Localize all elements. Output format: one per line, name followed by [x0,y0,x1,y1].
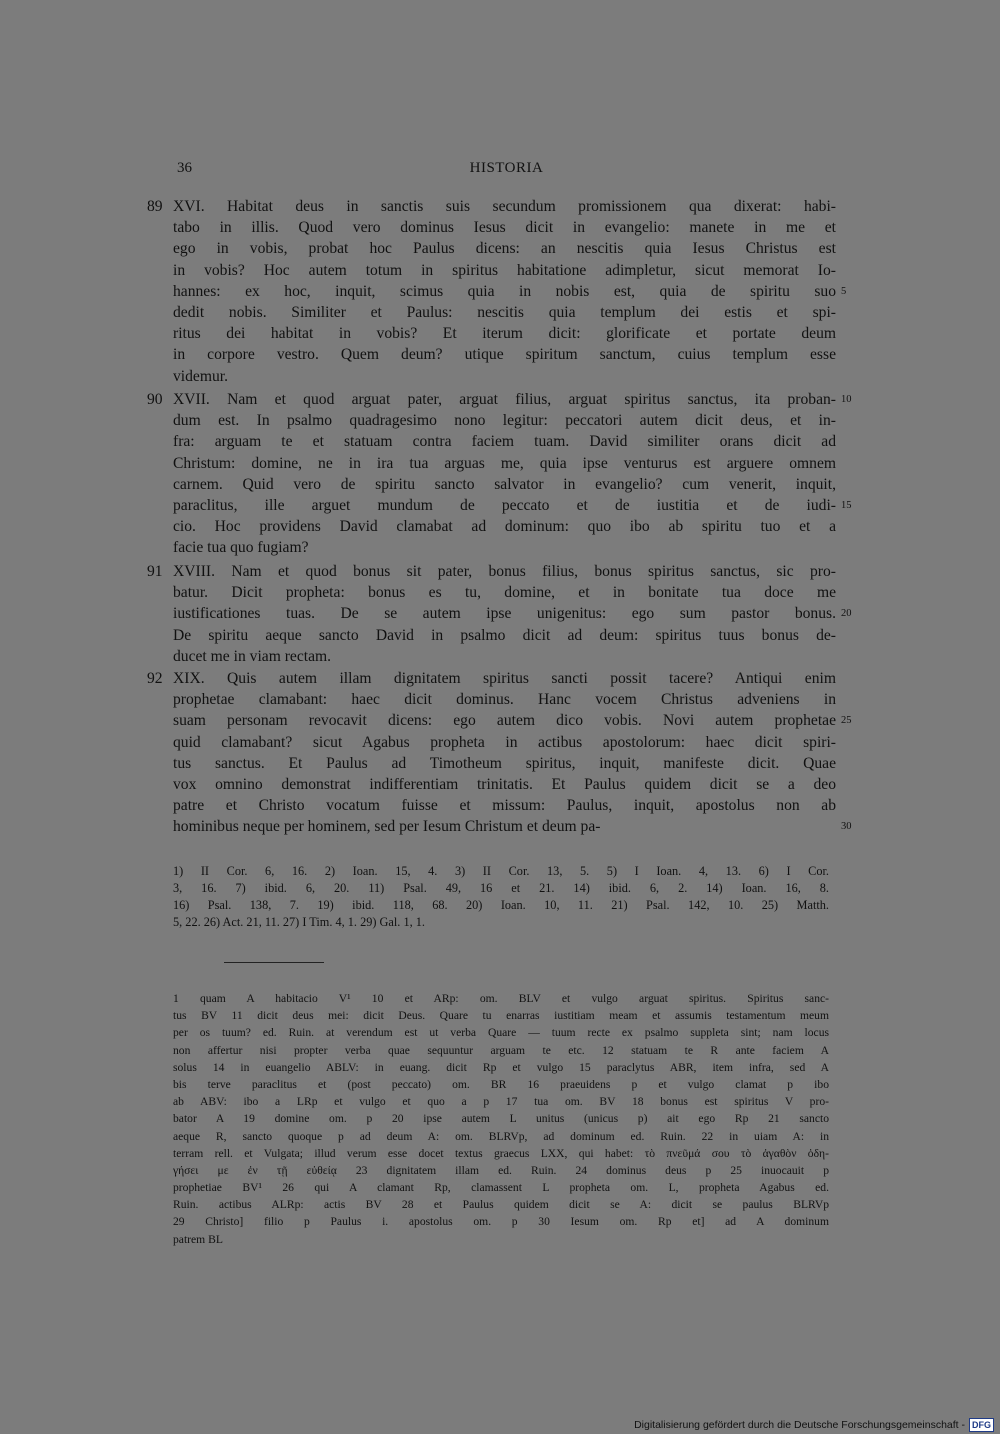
apparatus-line: γήσει με ἐν τῇ εὐθείᾳ 23 dignitatem illam ed. Ruin. 24 dominus deus p 25 inuocauit p [173,1163,829,1177]
text-line: tabo in illis. Quod vero dominus Iesus dicit in evangelio: manete in me et [173,219,836,237]
footer-text: Digitalisierung gefördert durch die Deutsche Forschungsgemeinschaft - [634,1419,965,1431]
text-line: XVII. Nam et quod arguat pater, arguat filius, arguat spiritus sanctus, ita proban- [173,391,836,408]
paragraph [147,196,847,387]
text-line: tus sanctus. Et Paulus ad Timotheum spiritus, inquit, manifeste dicit. Quae [173,754,836,772]
paragraph [147,668,852,838]
line-number: 25 [841,715,852,727]
text-line: dedit nobis. Similiter et Paulus: nescitis quia templum dei estis et spi- [173,303,836,321]
paragraph-number: 92 [147,670,163,687]
apparatus-line: aeque R, sancto quoque p ad deum A: om. BLRVp, ad dominum ed. Ruin. 22 in uiam A: in [173,1129,829,1143]
page-number: 36 [177,160,192,176]
note-line: 3, 16. 7) ibid. 6, 20. 11) Psal. 49, 16 et 21. 14) ibid. 6, 2. 14) Ioan. 16, 8. [173,881,829,895]
apparatus-line: patrem BL [173,1232,223,1246]
paragraph [147,561,852,667]
apparatus-line: Ruin. actibus ALRp: actis BV 28 et Paulus quidem dicit se A: dicit se paulus BLRVp [173,1198,829,1212]
paragraph [147,389,852,559]
text-line: prophetae clamabant: haec dicit dominus. Hanc vocem Christus adveniens in [173,691,836,709]
text-line: dum est. In psalmo quadragesimo nono legitur: peccatori autem dicit deus, et in- [173,412,836,430]
text-line: ritus dei habitat in vobis? Et iterum dicit: glorificate et portate deum [173,325,836,343]
line-number: 10 [841,394,852,405]
text-line: hannes: ex hoc, inquit, scimus quia in nobis est, quia de spiritu suo [173,282,836,300]
apparatus-line: tus BV 11 dicit deus mei: dicit Deus. Quare tu enarras iustitiam meam et assumis testamentum meum [173,1009,829,1023]
line-number: 15 [841,500,852,511]
paragraph-number: 90 [147,391,163,408]
divider-rule [224,962,324,963]
text-line: XVIII. Nam et quod bonus sit pater, bonus filius, bonus spiritus sanctus, sic pro- [173,563,836,580]
note-line: 16) Psal. 138, 7. 19) ibid. 118, 68. 20) Ioan. 10, 11. 21) Psal. 142, 10. 25) Matth. [173,898,829,912]
text-line: XVI. Habitat deus in sanctis suis secundum promissionem qua dixerat: habi- [173,198,836,215]
text-line: hominibus neque per hominem, sed per Iesum Christum et deum pa- [173,818,601,836]
text-line: ego in vobis, probat hoc Paulus dicens: an nescitis quia Iesus Christus est [173,240,836,258]
note-line: 1) II Cor. 6, 16. 2) Ioan. 15, 4. 3) II Cor. 13, 5. 5) I Ioan. 4, 13. 6) I Cor. [173,864,829,878]
paragraph-number: 91 [147,563,163,580]
text-line: batur. Dicit propheta: bonus es tu, domine, et in bonitate tua doce me [173,584,836,602]
text-line: XIX. Quis autem illam dignitatem spiritus sancti possit tacere? Antiqui enim [173,670,836,687]
apparatus-line: solus 14 in euangelio ABLV: in euang. dicit Rp et vulgo 15 paraclytus ABR, item infra, sed A [173,1060,829,1074]
source-notes [173,863,829,931]
apparatus-line: prophetiae BV¹ 26 qui A clamant Rp, clamassent L propheta om. L, propheta Agabus ed. [173,1181,829,1195]
apparatus-line: non affertur nisi propter verba quae sequuntur arguam te etc. 12 statuam te R ante faciem A [173,1043,829,1057]
apparatus-line: per os tuum? ed. Ruin. at verendum est ut verba Quare — tuum recte ex psalmo suppleta sint; nam locus [173,1026,829,1040]
text-line: patre et Christo vocatum fuisse et missum: Paulus, inquit, apostolus non ab [173,797,836,815]
apparatus-line: bis terve paraclitus et (post peccato) om. BR 16 praeuidens p et vulgo clamat p ibo [173,1077,829,1091]
line-number: 20 [841,608,852,620]
text-line: facie tua quo fugiam? [173,539,309,557]
dfg-logo: DFG [969,1418,994,1432]
text-line: paraclitus, ille arguet mundum de peccato et de iustitia et de iudi- [173,496,836,514]
text-line: Christum: domine, ne in ira tua arguas me, quia ipse venturus est arguere omnem [173,454,836,472]
line-number: 5 [841,285,847,297]
text-line: iustificationes tuas. De se autem ipse unigenitus: ego sum pastor bonus. [173,605,836,623]
text-line: videmur. [173,367,229,385]
apparatus-line: bator A 19 domine om. p 20 ipse autem L unitus (unicus p) ait ego Rp 21 sancto [173,1112,829,1126]
line-number: 30 [841,821,852,833]
text-line: De spiritu aeque sancto David in psalmo dicit ad deum: spiritus tuus bonus de- [173,626,836,644]
running-title: HISTORIA [469,160,544,176]
critical-apparatus [173,990,829,1248]
note-line: 5, 22. 26) Act. 21, 11. 27) I Tim. 4, 1. 29) Gal. 1, 1. [173,915,425,929]
text-line: ducet me in viam rectam. [173,647,332,665]
text-line: carnem. Quid vero de spiritu sancto salvator in evangelio? cum venerit, inquit, [173,475,836,493]
text-line: fra: arguam te et statuam contra faciem tuam. David similiter orans dicit ad [173,433,836,451]
apparatus-line: 1 quam A habitacio V¹ 10 et ARp: om. BLV et vulgo arguat spiritus. Spiritus sanc- [173,992,829,1005]
apparatus-line: ab ABV: ibo a LRp et vulgo et quo a p 17 tua om. BV 18 bonus est spiritus V pro- [173,1095,829,1109]
text-line: vox omnino demonstrat indifferentiam trinitatis. Et Paulus quidem dicit se a deo [173,775,836,793]
text-line: suam personam revocavit dicens: ego autem dico vobis. Novi autem prophetae [173,712,836,730]
apparatus-line: terram rell. et Vulgata; illud verum esse docet textus graecus LXX, qui habet: τὸ πνεῦμά σου τὸ ἀγαθὸν ὁδη- [173,1146,829,1160]
text-line: cio. Hoc providens David clamabat ad dominum: quo ibo ab spiritu tuo et a [173,518,836,536]
apparatus-line: 29 Christo] filio p Paulus i. apostolus om. p 30 Iesum om. Rp et] ad A dominum [173,1215,829,1229]
text-line: in vobis? Hoc autem totum in spiritus habitatione adimpletur, sicut memorat Io- [173,261,836,279]
paragraph-number: 89 [147,198,163,215]
footer-credit [634,1418,994,1432]
text-line: quid clamabant? sicut Agabus propheta in actibus apostolorum: haec dicit spiri- [173,733,836,751]
text-line: in corpore vestro. Quem deum? utique spiritum sanctum, cuius templum esse [173,346,836,364]
page-header [177,160,836,180]
